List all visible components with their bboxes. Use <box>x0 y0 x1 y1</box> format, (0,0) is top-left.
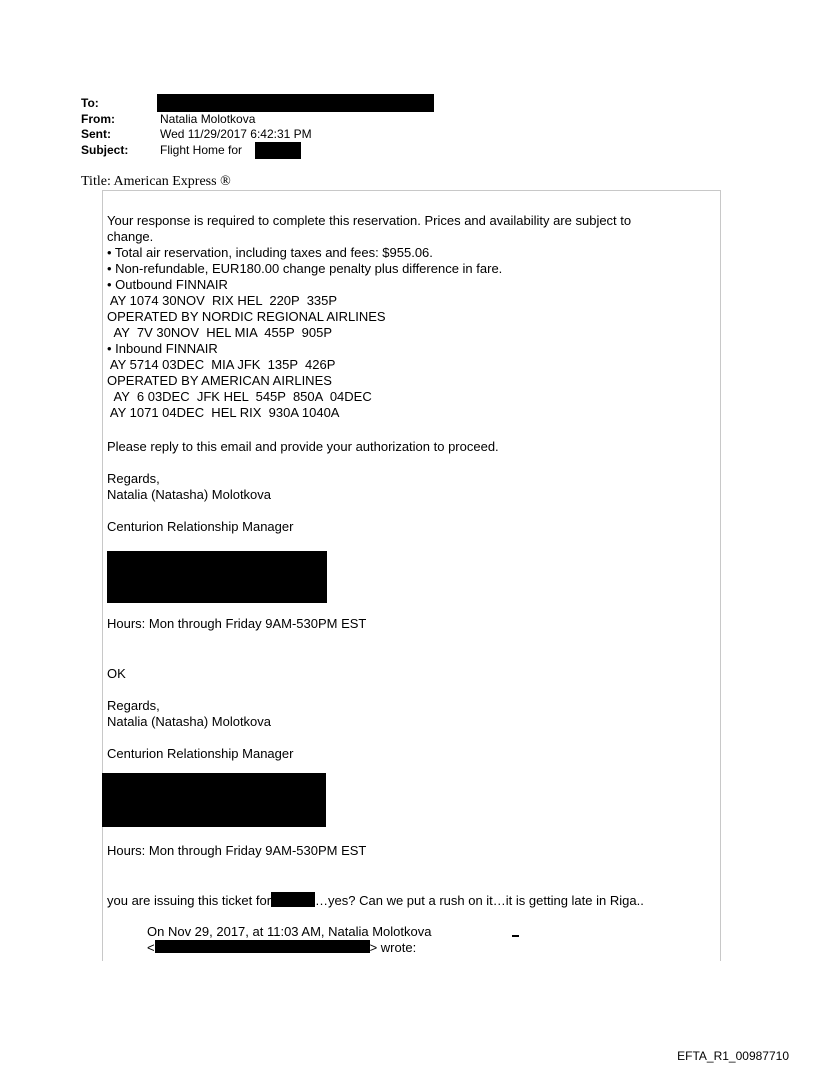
sent-label: Sent: <box>81 127 111 141</box>
title-line: Title: American Express ® <box>81 174 231 189</box>
subject-value: Flight Home for <box>160 143 243 157</box>
flight-line-3: AY 5714 03DEC MIA JFK 135P 426P <box>107 357 336 372</box>
dash-mark <box>512 935 519 937</box>
flight-line-5: AY 1071 04DEC HEL RIX 930A 1040A <box>107 405 340 420</box>
operated-by-1: OPERATED BY NORDIC REGIONAL AIRLINES <box>107 309 386 324</box>
subject-label: Subject: <box>81 143 129 157</box>
redacted-passenger-name <box>271 892 315 907</box>
document-id: EFTA_R1_00987710 <box>677 1049 789 1063</box>
redacted-signature-block-2 <box>102 773 326 827</box>
signature-name-1: Natalia (Natasha) Molotkova <box>107 487 272 502</box>
signature-role-2: Centurion Relationship Manager <box>107 746 294 761</box>
from-value: Natalia Molotkova <box>160 112 256 126</box>
intro-line-1: Your response is required to complete this reservation. Prices and availability are subject to <box>107 213 632 228</box>
regards-1: Regards, <box>107 471 160 486</box>
issue-line-end: …yes? Can we put a rush on it…it is getting late in Riga.. <box>315 893 644 908</box>
quote-line-1: On Nov 29, 2017, at 11:03 AM, Natalia Molotkova <box>147 924 432 939</box>
flight-line-1: AY 1074 30NOV RIX HEL 220P 335P <box>107 293 338 308</box>
hours-1: Hours: Mon through Friday 9AM-530PM EST <box>107 616 367 631</box>
ok-reply: OK <box>107 666 126 681</box>
from-label: From: <box>81 112 115 126</box>
sent-value: Wed 11/29/2017 6:42:31 PM <box>160 127 312 141</box>
intro-line-2: change. <box>107 229 154 244</box>
redacted-email-address <box>155 940 370 953</box>
redacted-subject-name <box>255 142 301 159</box>
quote-line-2 <box>147 940 416 956</box>
to-label: To: <box>81 96 99 110</box>
signature-role-1: Centurion Relationship Manager <box>107 519 294 534</box>
quote-lt: < <box>147 940 155 955</box>
quote-wrote: > wrote: <box>369 940 417 955</box>
bullet-total: • Total air reservation, including taxes and fees: $955.06. <box>107 245 433 260</box>
redacted-to-address <box>157 94 434 112</box>
bullet-outbound: • Outbound FINNAIR <box>107 277 228 292</box>
flight-line-2: AY 7V 30NOV HEL MIA 455P 905P <box>107 325 332 340</box>
bullet-inbound: • Inbound FINNAIR <box>107 341 218 356</box>
signature-name-2: Natalia (Natasha) Molotkova <box>107 714 272 729</box>
flight-line-4: AY 6 03DEC JFK HEL 545P 850A 04DEC <box>107 389 372 404</box>
redacted-signature-block-1 <box>107 551 327 603</box>
operated-by-2: OPERATED BY AMERICAN AIRLINES <box>107 373 332 388</box>
regards-2: Regards, <box>107 698 160 713</box>
please-reply: Please reply to this email and provide your authorization to proceed. <box>107 439 499 454</box>
issue-line-start: you are issuing this ticket for <box>107 893 272 908</box>
bullet-penalty: • Non-refundable, EUR180.00 change penalty plus difference in fare. <box>107 261 503 276</box>
issue-line <box>107 892 644 909</box>
hours-2: Hours: Mon through Friday 9AM-530PM EST <box>107 843 367 858</box>
